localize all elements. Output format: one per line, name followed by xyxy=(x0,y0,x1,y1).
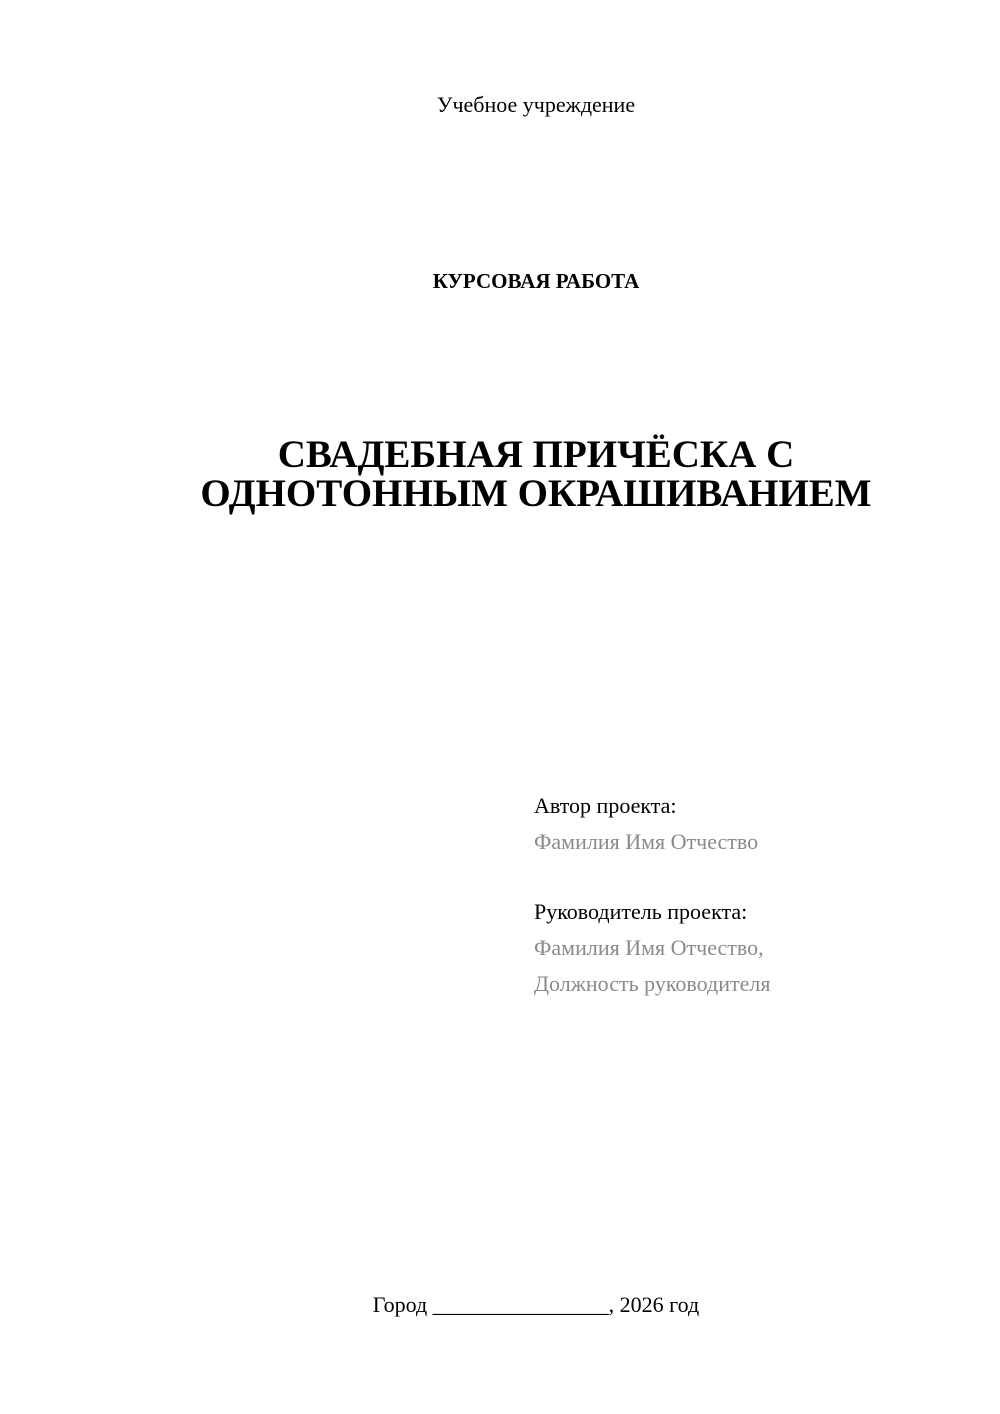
title-line-1: СВАДЕБНАЯ ПРИЧЁСКА С xyxy=(277,433,795,476)
project-info-block xyxy=(534,788,974,1002)
city-year-line xyxy=(0,1290,1000,1320)
page-title xyxy=(0,435,1000,513)
supervisor-name: Фамилия Имя Отчество, xyxy=(534,935,764,960)
info-spacer xyxy=(534,860,974,894)
institution-name: Учебное учреждение xyxy=(436,92,636,117)
author-label: Автор проекта: xyxy=(534,793,677,818)
year-text: , 2026 год xyxy=(608,1292,700,1317)
title-line-2: ОДНОТОННЫМ ОКРАШИВАНИЕМ xyxy=(200,472,872,515)
city-blank: ________________ xyxy=(432,1292,609,1317)
city-label: Город xyxy=(372,1292,428,1317)
supervisor-position: Должность руководителя xyxy=(534,971,771,996)
supervisor-label: Руководитель проекта: xyxy=(534,899,748,924)
author-name: Фамилия Имя Отчество xyxy=(534,829,759,854)
work-type-heading: КУРСОВАЯ РАБОТА xyxy=(432,269,640,293)
